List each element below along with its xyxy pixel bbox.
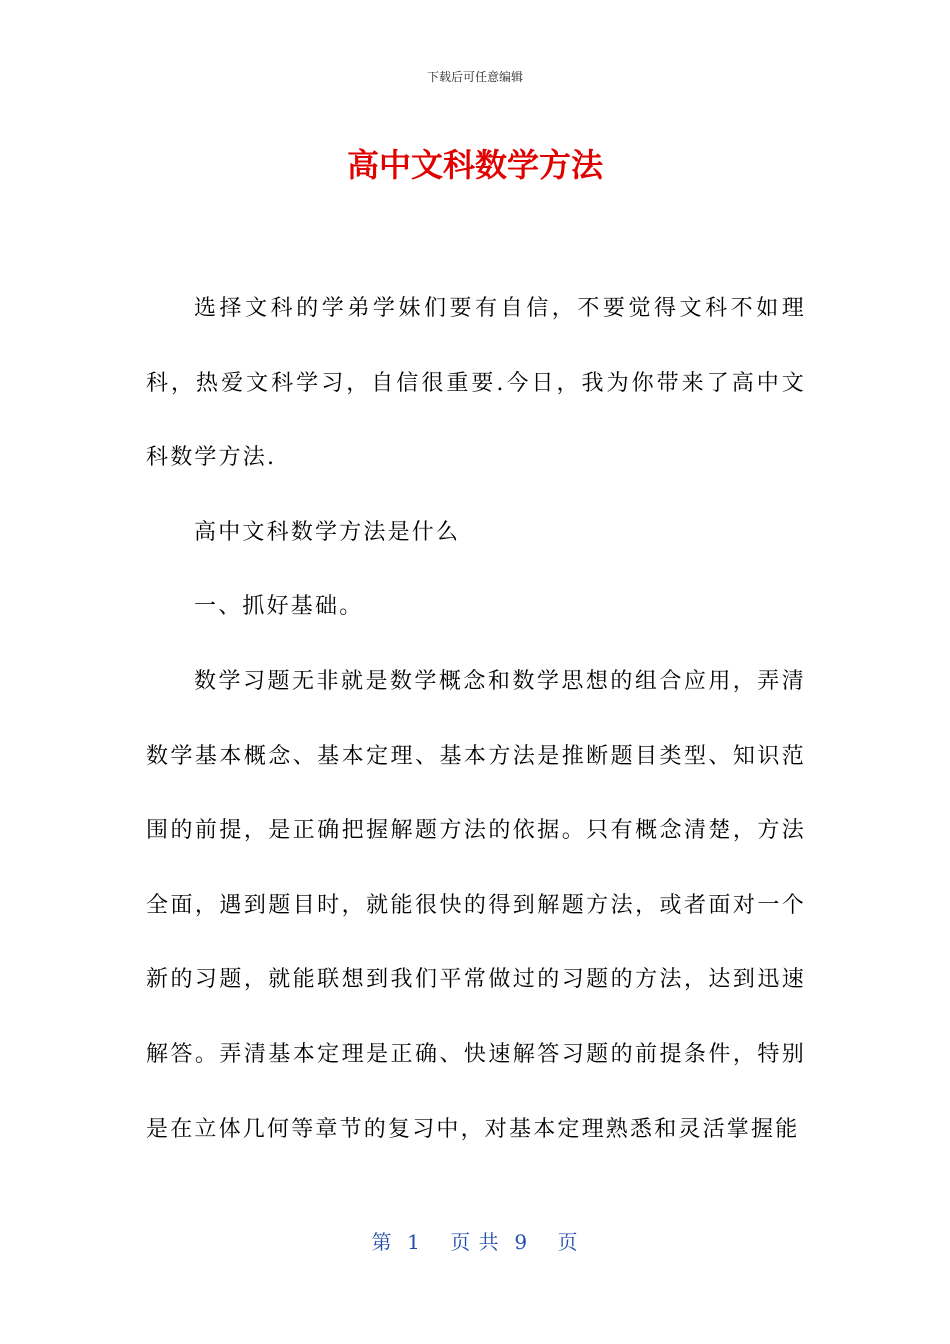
header-note: 下载后可任意编辑 [426, 70, 523, 84]
document-body [146, 272, 806, 1167]
paragraph-basics: 数学习题无非就是数学概念和数学思想的组合应用，弄清数学基本概念、基本定理、基本方法是推断题目类型、知识范围的前提，是正确把握解题方法的依据。只有概念清楚，方法全面，遇到题目时，就能很快的得到解题方法，或者面对一个新的习题，就能联想到我们平常做过的习题的方法，达到迅速解答。弄清基本定理是正确、快速解答习题的前提条件，特别是在立体几何等章节的复习中，对基本定理熟悉和灵活掌握能 [146, 668, 806, 1142]
document-title: 高中文科数学方法 [346, 146, 603, 184]
paragraph-section-one: 一、抓好基础。 [194, 594, 364, 620]
paragraph-intro: 选择文科的学弟学妹们要有自信，不要觉得文科不如理科，热爱文科学习，自信很重要.今日，我为你带来了高中文科数学方法. [146, 296, 806, 471]
paragraph-heading: 高中文科数学方法是什么 [194, 519, 461, 545]
page-number-footer: 第 1 页 共 9 页 [371, 1230, 579, 1254]
